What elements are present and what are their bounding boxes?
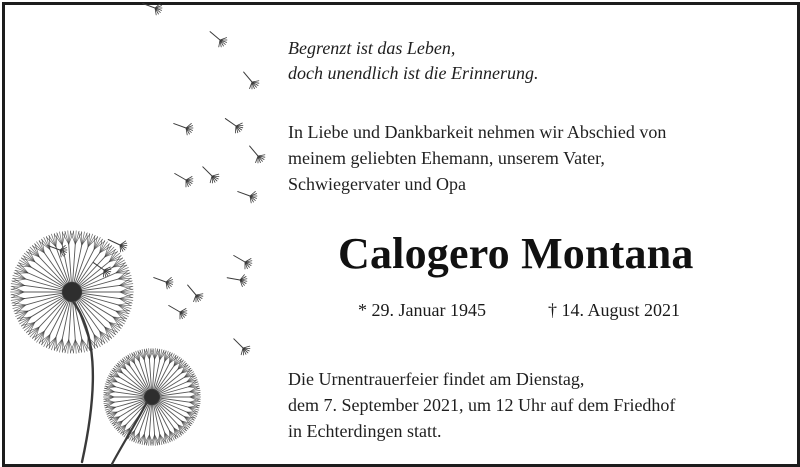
dandelion-head-icon (11, 231, 134, 354)
dandelion-seed-icon (169, 306, 187, 319)
dandelion-seed-icon (210, 32, 227, 47)
intro-text (288, 119, 666, 197)
motto-line-2: doch unendlich ist die Erinnerung. (288, 63, 539, 83)
stem-icon (72, 300, 93, 462)
dandelion-seed-icon (143, 3, 162, 14)
deceased-name: Calogero Montana (338, 229, 694, 278)
intro-line-1: In Liebe und Dankbarkeit nehmen wir Abschied von (288, 122, 667, 142)
dandelion-seed-icon (250, 146, 265, 163)
dandelion-seed-icon (225, 119, 243, 133)
dandelion-head-icon (103, 348, 200, 445)
motto-line-1: Begrenzt ist das Leben, (288, 38, 456, 58)
dandelion-seed-icon (234, 339, 250, 355)
dandelion-seed-icon (244, 72, 259, 89)
dandelion-seed-icon (238, 191, 257, 202)
death-date: † 14. August 2021 (548, 300, 681, 320)
motto (288, 36, 538, 86)
ceremony-line-1: Die Urnentrauerfeier findet am Dienstag, (288, 369, 585, 389)
ceremony-line-3: in Echterdingen statt. (288, 421, 442, 441)
dandelion-seed-icon (175, 174, 193, 187)
dandelion-seed-icon (203, 167, 219, 183)
birth-date: * 29. Januar 1945 (358, 300, 486, 320)
intro-line-3: Schwiegervater und Opa (288, 174, 466, 194)
ceremony-line-2: dem 7. September 2021, um 12 Uhr auf dem Friedhof (288, 395, 676, 415)
dandelion-seed-icon (174, 123, 193, 134)
intro-line-2: meinem geliebten Ehemann, unserem Vater, (288, 148, 605, 168)
dandelion-seed-icon (188, 285, 203, 302)
dandelion-seed-icon (154, 277, 173, 288)
dandelion-illustration (0, 0, 290, 467)
dandelion-seed-icon (227, 275, 247, 287)
ceremony-info (288, 366, 675, 444)
dandelion-seed-icon (234, 256, 252, 269)
